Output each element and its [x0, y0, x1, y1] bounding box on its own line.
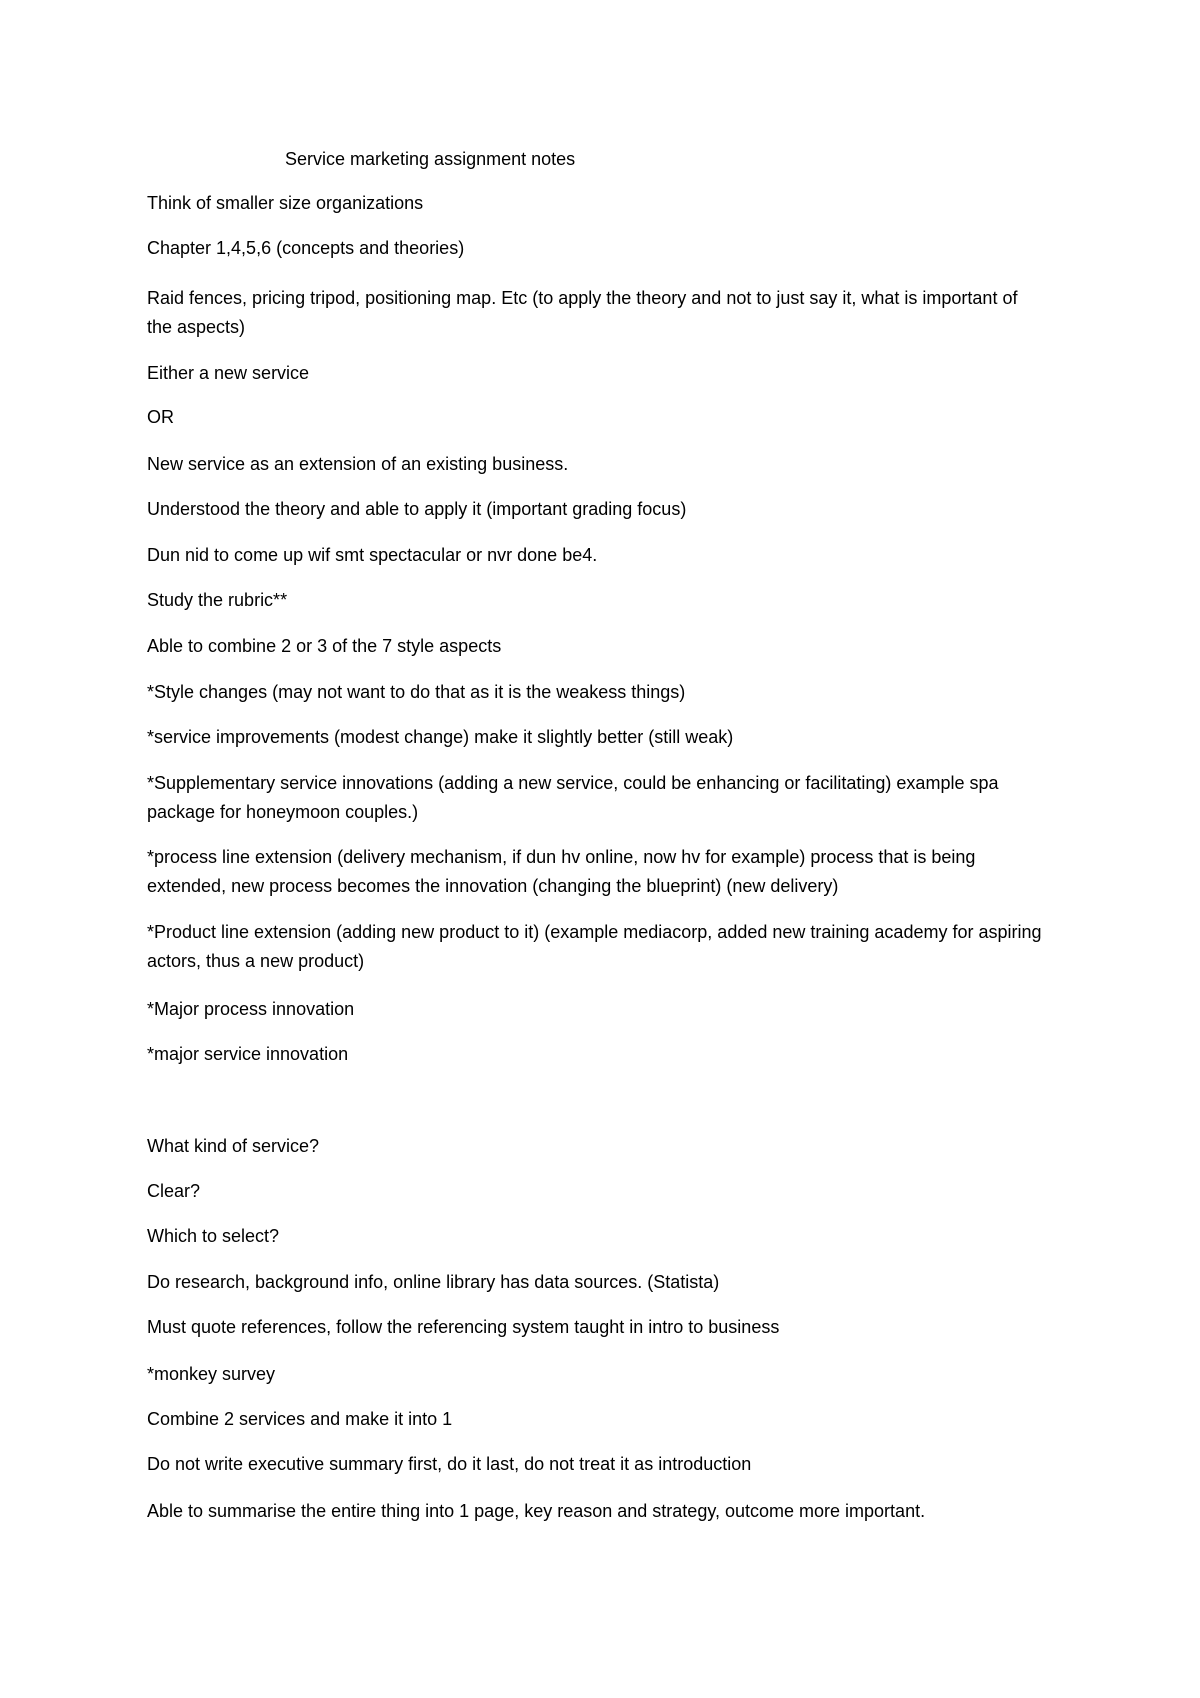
note-line: *service improvements (modest change) make it slightly better (still weak) [147, 727, 734, 747]
note-line: Either a new service [147, 363, 310, 383]
note-line: *Supplementary service innovations (adding a new service, could be enhancing or facilitating) example spa package for honeymoon couples.) [147, 773, 999, 822]
note-line: Study the rubric** [147, 590, 288, 610]
page-title: Service marketing assignment notes [285, 149, 576, 169]
note-line: *process line extension (delivery mechanism, if dun hv online, now hv for example) process that is being extended, new process becomes the innovation (changing the blueprint) (new delivery) [147, 847, 976, 896]
note-line: Chapter 1,4,5,6 (concepts and theories) [147, 238, 465, 258]
note-line: Clear? [147, 1181, 201, 1201]
note-line: Do research, background info, online library has data sources. (Statista) [147, 1272, 720, 1292]
note-line: Think of smaller size organizations [147, 193, 424, 213]
note-line: *Style changes (may not want to do that as it is the weakess things) [147, 682, 686, 702]
note-line: Which to select? [147, 1226, 280, 1246]
note-line: Understood the theory and able to apply it (important grading focus) [147, 499, 687, 519]
note-line: Combine 2 services and make it into 1 [147, 1409, 453, 1429]
note-line: *Major process innovation [147, 999, 355, 1019]
note-line: Must quote references, follow the referencing system taught in intro to business [147, 1317, 780, 1337]
note-line: *monkey survey [147, 1364, 276, 1384]
note-line: OR [147, 407, 174, 427]
note-line: *Product line extension (adding new product to it) (example mediacorp, added new training academy for aspiring actors, thus a new product) [147, 922, 1042, 971]
note-line: *major service innovation [147, 1044, 349, 1064]
note-line: Dun nid to come up wif smt spectacular or nvr done be4. [147, 545, 598, 565]
note-line: Able to summarise the entire thing into 1 page, key reason and strategy, outcome more important. [147, 1501, 926, 1521]
note-line: Able to combine 2 or 3 of the 7 style aspects [147, 636, 502, 656]
note-line: What kind of service? [147, 1136, 320, 1156]
note-line: Do not write executive summary first, do it last, do not treat it as introduction [147, 1454, 752, 1474]
note-line: New service as an extension of an existing business. [147, 454, 569, 474]
note-line: Raid fences, pricing tripod, positioning map. Etc (to apply the theory and not to just say it, what is important of the aspects) [147, 288, 1018, 337]
